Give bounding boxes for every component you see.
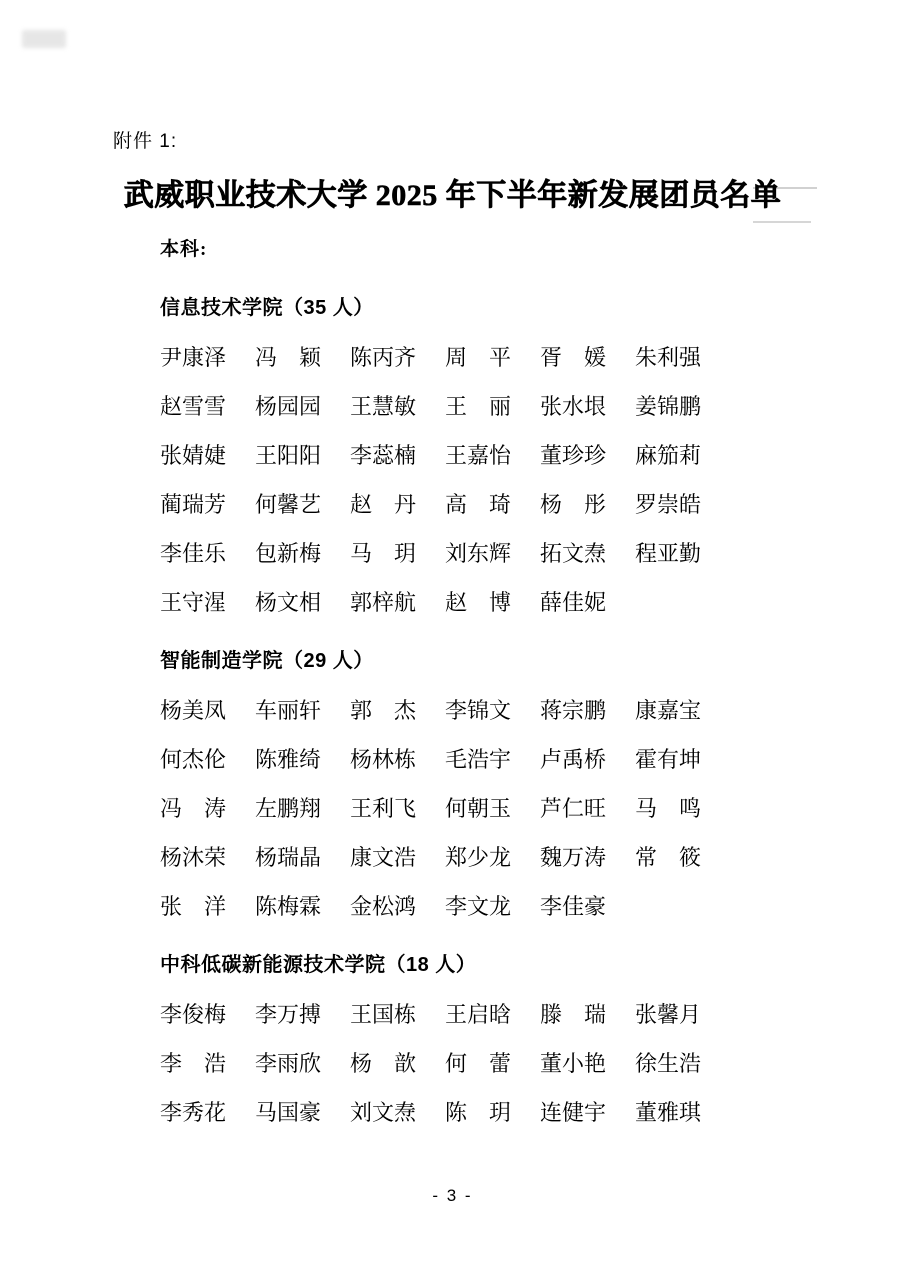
member-name: 李锦文 — [445, 698, 512, 723]
document-content — [160, 234, 815, 1124]
member-name: 王丽 — [445, 394, 511, 419]
member-name: 姜锦鹏 — [635, 394, 702, 419]
member-name: 刘文焘 — [350, 1100, 417, 1125]
member-name: 薛佳妮 — [540, 590, 607, 615]
member-name: 张婧婕 — [160, 443, 227, 468]
member-name: 杨美凤 — [160, 698, 227, 723]
member-name: 胥媛 — [540, 345, 606, 370]
member-name: 杨瑞晶 — [255, 845, 322, 870]
name-row — [160, 445, 815, 467]
member-name: 王国栋 — [350, 1002, 417, 1027]
member-name: 赵博 — [445, 590, 511, 615]
name-row — [160, 494, 815, 516]
page-number: - 3 - — [432, 1186, 473, 1205]
member-name: 何杰伦 — [160, 747, 227, 772]
attachment-label: 附件 1: — [113, 131, 178, 152]
college-section — [160, 948, 815, 1124]
member-name: 魏万涛 — [540, 845, 607, 870]
member-name: 霍有坤 — [635, 747, 702, 772]
member-name: 杨林栋 — [350, 747, 417, 772]
member-name: 杨歆 — [350, 1051, 416, 1076]
member-name: 李雨欣 — [255, 1051, 322, 1076]
name-row — [160, 1053, 815, 1075]
member-name: 陈丙齐 — [350, 345, 417, 370]
member-name: 杨园园 — [255, 394, 322, 419]
member-name: 董雅琪 — [635, 1100, 702, 1125]
member-name: 何蕾 — [445, 1051, 511, 1076]
member-name: 杨沐荣 — [160, 845, 227, 870]
section-heading: 智能制造学院（29 人） — [160, 650, 374, 672]
member-name: 董珍珍 — [540, 443, 607, 468]
member-name: 张馨月 — [635, 1002, 702, 1027]
member-name: 程亚勤 — [635, 541, 702, 566]
member-name: 蒋宗鹏 — [540, 698, 607, 723]
member-name: 拓文焘 — [540, 541, 607, 566]
member-name: 康嘉宝 — [635, 698, 702, 723]
member-name: 郑少龙 — [445, 845, 512, 870]
degree-level-label: 本科: — [160, 239, 208, 260]
member-name: 赵丹 — [350, 492, 416, 517]
member-name: 滕瑞 — [540, 1002, 606, 1027]
member-name: 李浩 — [160, 1051, 226, 1076]
member-name: 康文浩 — [350, 845, 417, 870]
member-name: 马鸣 — [635, 796, 701, 821]
member-name: 尹康泽 — [160, 345, 227, 370]
member-name: 卢禹桥 — [540, 747, 607, 772]
member-name: 王慧敏 — [350, 394, 417, 419]
member-name: 常筱 — [635, 845, 701, 870]
name-row — [160, 749, 815, 771]
member-name: 王守湦 — [160, 590, 227, 615]
member-name: 赵雪雪 — [160, 394, 227, 419]
name-row — [160, 896, 815, 918]
member-name: 王利飞 — [350, 796, 417, 821]
college-section — [160, 291, 815, 614]
name-row — [160, 1004, 815, 1026]
member-name: 李蕊楠 — [350, 443, 417, 468]
member-name: 郭杰 — [350, 698, 416, 723]
member-name: 包新梅 — [255, 541, 322, 566]
member-name: 马玥 — [350, 541, 416, 566]
name-row — [160, 543, 815, 565]
name-row — [160, 700, 815, 722]
name-row — [160, 396, 815, 418]
sections — [160, 291, 815, 1124]
member-name: 马国豪 — [255, 1100, 322, 1125]
member-name: 周平 — [445, 345, 511, 370]
member-name: 刘东辉 — [445, 541, 512, 566]
member-name: 冯涛 — [160, 796, 226, 821]
member-name: 张水垠 — [540, 394, 607, 419]
scan-artifact-line — [753, 221, 811, 223]
college-section — [160, 644, 815, 918]
member-name: 芦仁旺 — [540, 796, 607, 821]
member-name: 蔺瑞芳 — [160, 492, 227, 517]
member-name: 何馨艺 — [255, 492, 322, 517]
section-heading: 信息技术学院（35 人） — [160, 297, 374, 319]
member-name: 连健宇 — [540, 1100, 607, 1125]
name-row — [160, 1102, 815, 1124]
member-name: 王阳阳 — [255, 443, 322, 468]
member-name: 杨彤 — [540, 492, 606, 517]
member-name: 高琦 — [445, 492, 511, 517]
member-name: 李文龙 — [445, 894, 512, 919]
member-name: 毛浩宇 — [445, 747, 512, 772]
member-name: 李俊梅 — [160, 1002, 227, 1027]
member-name: 徐生浩 — [635, 1051, 702, 1076]
member-name: 郭梓航 — [350, 590, 417, 615]
member-name: 何朝玉 — [445, 796, 512, 821]
member-name: 麻笳莉 — [635, 443, 702, 468]
name-row — [160, 798, 815, 820]
member-name: 王嘉怡 — [445, 443, 512, 468]
member-name: 陈玥 — [445, 1100, 511, 1125]
member-name: 金松鸿 — [350, 894, 417, 919]
member-name: 董小艳 — [540, 1051, 607, 1076]
name-row — [160, 347, 815, 369]
member-name: 朱利强 — [635, 345, 702, 370]
member-name: 张洋 — [160, 894, 226, 919]
member-name: 李万搏 — [255, 1002, 322, 1027]
section-heading: 中科低碳新能源技术学院（18 人） — [160, 954, 477, 976]
member-name: 冯颖 — [255, 345, 321, 370]
member-name: 李佳乐 — [160, 541, 227, 566]
member-name: 罗崇皓 — [635, 492, 702, 517]
member-name: 车丽轩 — [255, 698, 322, 723]
scan-artifact-smudge — [22, 30, 66, 48]
member-name: 李佳豪 — [540, 894, 607, 919]
member-name: 左鹏翔 — [255, 796, 322, 821]
member-name: 陈雅绮 — [255, 747, 322, 772]
name-row — [160, 847, 815, 869]
member-name: 杨文相 — [255, 590, 322, 615]
member-name: 王启晗 — [445, 1002, 512, 1027]
name-row — [160, 592, 815, 614]
page-title: 武威职业技术大学 2025 年下半年新发展团员名单 — [123, 179, 782, 212]
member-name: 李秀花 — [160, 1100, 227, 1125]
member-name: 陈梅霖 — [255, 894, 322, 919]
